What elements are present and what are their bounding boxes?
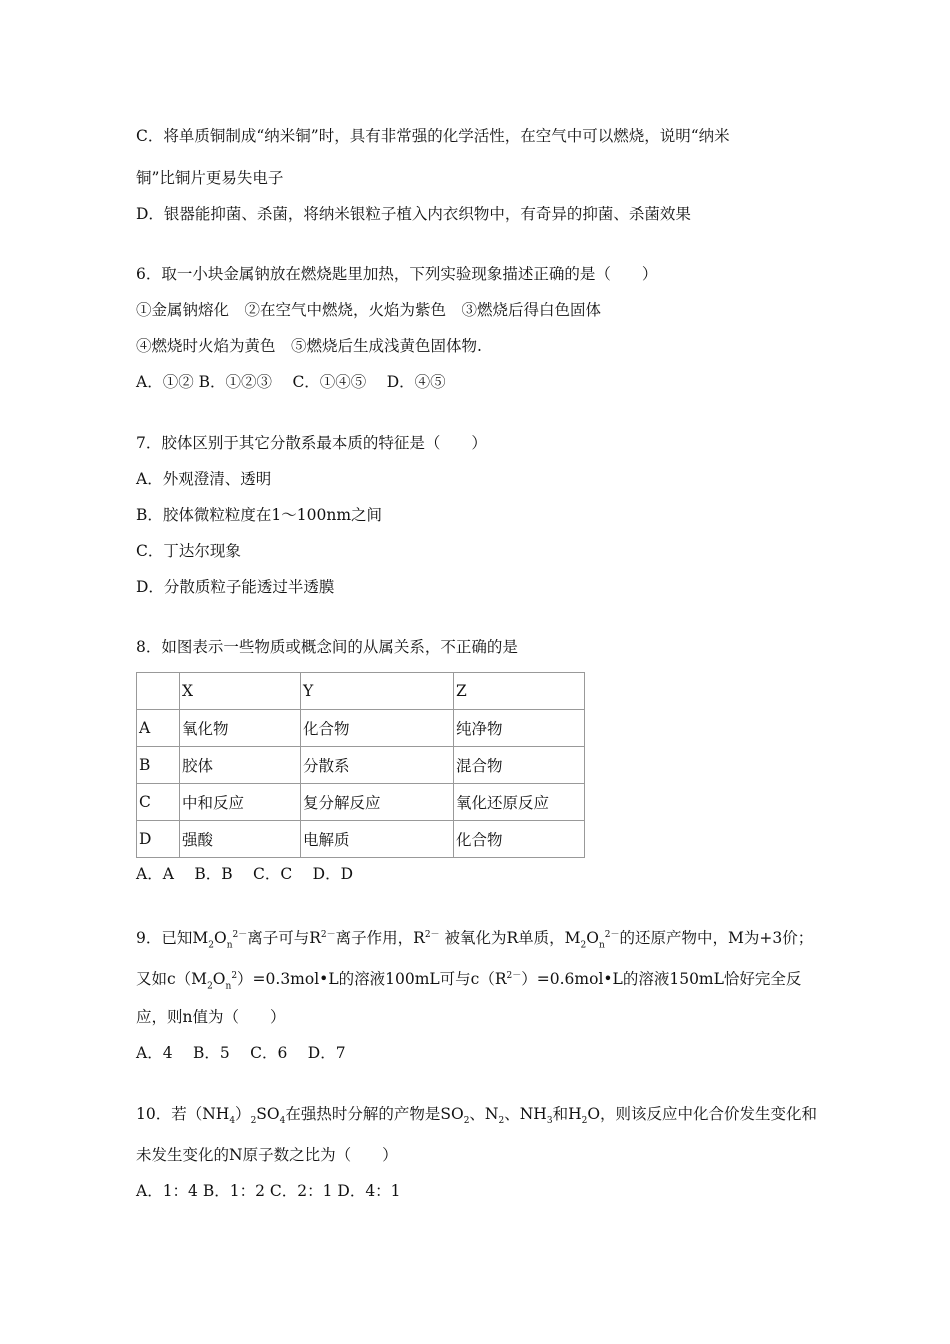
superscript: 2－ <box>424 930 440 940</box>
table-header-row <box>137 673 585 710</box>
table-row <box>137 821 585 858</box>
superscript: 2－ <box>320 930 336 940</box>
text: M <box>192 929 209 948</box>
text: ）=0.3mol•L的溶液100mL可与c（R <box>237 970 507 989</box>
table-cell: Z <box>454 673 585 710</box>
q6-items-1: ①金属钠熔化 ②在空气中燃烧，火焰为紫色 ③燃烧后得白色固体 <box>136 301 602 319</box>
table-cell: 混合物 <box>454 747 585 784</box>
subscript: 2 <box>581 1116 588 1127</box>
q8-options: A．A B．B C．C D．D <box>136 865 354 883</box>
text: 、NH <box>504 1105 547 1123</box>
q7-option-a: A．外观澄清、透明 <box>136 470 272 488</box>
q7-option-c: C．丁达尔现象 <box>136 542 241 560</box>
table-row <box>137 710 585 747</box>
subscript: 2 <box>250 1116 257 1127</box>
table-row <box>137 747 585 784</box>
table-cell: 化合物 <box>301 710 454 747</box>
superscript: 2－ <box>232 930 248 940</box>
subscript: 4 <box>279 1116 286 1127</box>
q7-option-b: B．胶体微粒粒度在1～100nm之间 <box>136 506 383 524</box>
q5-option-c-line1: C．将单质铜制成“纳米铜”时，具有非常强的化学活性，在空气中可以燃烧，说明“纳米 <box>136 127 730 145</box>
q7-stem: 7．胶体区别于其它分散系最本质的特征是（ ） <box>136 434 487 452</box>
table-cell: D <box>137 821 180 858</box>
table-cell: Y <box>301 673 454 710</box>
subscript: 2 <box>580 940 587 951</box>
text: O，则该反应中化合价发生变化和 <box>587 1105 818 1123</box>
table-cell: 分散系 <box>301 747 454 784</box>
subscript: n <box>598 940 605 951</box>
q10-options: A．1：4 B．1：2 C．2：1 D．4：1 <box>136 1182 401 1200</box>
superscript: 2－ <box>604 930 620 940</box>
q9-line2 <box>136 966 801 996</box>
q5-option-c-line2: 铜”比铜片更易失电子 <box>136 169 284 187</box>
text: 和H <box>552 1105 582 1123</box>
q9-line3: 应，则n值为（ ） <box>136 1008 286 1026</box>
subscript: 2 <box>498 1116 505 1127</box>
q10-line1 <box>136 1104 817 1131</box>
text: 在强热时分解的产物是SO <box>285 1105 464 1123</box>
text: 离子作用，R <box>335 929 425 948</box>
table-row <box>137 784 585 821</box>
text: ）=0.6mol•L的溶液150mL恰好完全反 <box>521 970 802 989</box>
q7-option-d: D．分散质粒子能透过半透膜 <box>136 578 335 596</box>
subscript: 2 <box>208 940 214 951</box>
q5-option-d: D．银器能抑菌、杀菌，将纳米银粒子植入内衣织物中，有奇异的抑菌、杀菌效果 <box>136 205 691 223</box>
table-cell: 胶体 <box>180 747 301 784</box>
q8-table <box>136 672 585 858</box>
q9-options: A．4 B．5 C．6 D．7 <box>136 1044 346 1062</box>
subscript: 4 <box>229 1116 236 1127</box>
q6-options: A．①② B．①②③ C．①④⑤ D．④⑤ <box>136 373 446 391</box>
table-cell: 强酸 <box>180 821 301 858</box>
text: 10．若（NH <box>136 1105 230 1123</box>
q9-line1 <box>136 925 813 955</box>
text: 又如c（M <box>136 970 208 989</box>
table-cell: 化合物 <box>454 821 585 858</box>
table-cell: X <box>180 673 301 710</box>
subscript: n <box>225 981 232 992</box>
table-cell: 电解质 <box>301 821 454 858</box>
q8-stem: 8．如图表示一些物质或概念间的从属关系，不正确的是 <box>136 638 518 656</box>
text: 、N <box>469 1105 499 1123</box>
subscript: n <box>226 940 233 951</box>
table-cell: B <box>137 747 180 784</box>
table-cell <box>137 673 180 710</box>
text: O <box>212 970 226 989</box>
text: 离子可与R <box>247 929 321 948</box>
text: 的还原产物中，M为+3价； <box>619 929 814 948</box>
superscript: 2 <box>231 971 238 981</box>
q6-items-2: ④燃烧时火焰为黄色 ⑤燃烧后生成浅黄色固体物. <box>136 337 482 355</box>
text: 被氧化为R单质，M <box>439 929 581 948</box>
table-cell: 中和反应 <box>180 784 301 821</box>
q10-line2: 未发生变化的N原子数之比为（ ） <box>136 1146 398 1164</box>
subscript: 2 <box>463 1116 470 1127</box>
superscript: 2－ <box>506 971 522 981</box>
table-cell: C <box>137 784 180 821</box>
subscript: 2 <box>207 981 213 992</box>
table-cell: 氧化还原反应 <box>454 784 585 821</box>
text: ） <box>235 1105 251 1123</box>
text: O <box>213 929 227 948</box>
table-cell: 复分解反应 <box>301 784 454 821</box>
subscript: 3 <box>546 1116 553 1127</box>
table-cell: 氧化物 <box>180 710 301 747</box>
text: 9．已知 <box>136 929 193 948</box>
table-cell: 纯净物 <box>454 710 585 747</box>
text: SO <box>256 1105 280 1123</box>
q6-stem: 6．取一小块金属钠放在燃烧匙里加热，下列实验现象描述正确的是（ ） <box>136 265 658 283</box>
text: O <box>586 929 599 948</box>
table-cell: A <box>137 710 180 747</box>
